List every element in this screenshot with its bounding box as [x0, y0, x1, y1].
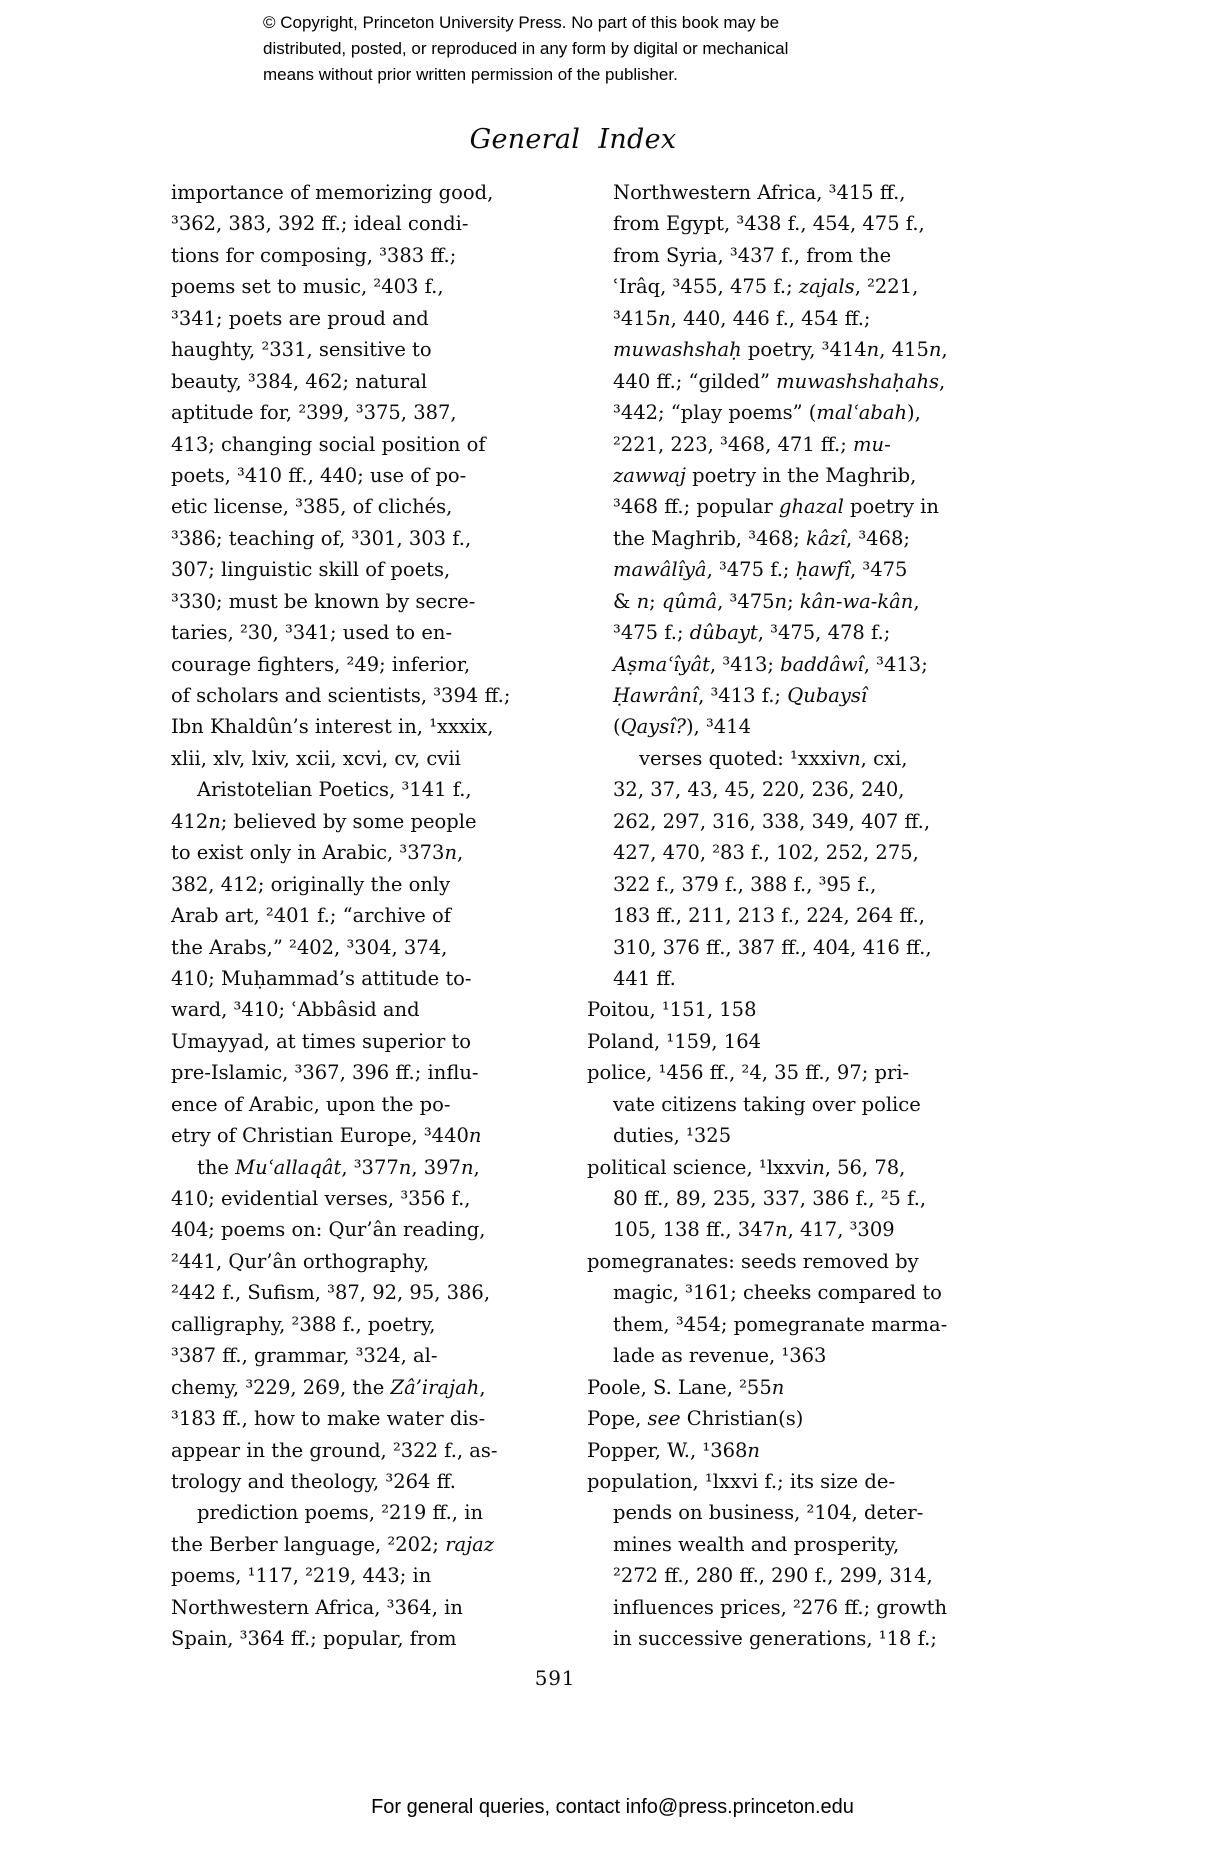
index-line: ²441, Qur’ân orthography,	[171, 1249, 430, 1273]
index-line: Poitou, ¹151, 158	[587, 998, 757, 1022]
index-line: ence of Arabic, upon the po-	[171, 1092, 451, 1116]
copyright-line: means without prior written permission of the publisher.	[263, 65, 678, 84]
index-line: duties, ¹325	[613, 1124, 732, 1148]
index-line: poems, ¹117, ²219, 443; in	[171, 1564, 432, 1588]
index-line: taries, ²30, ³341; used to en-	[171, 621, 453, 645]
index-line: Ḥawrânî, ³413 f.; Qubaysî	[613, 684, 868, 707]
index-line: pre-Islamic, ³367, 396 ff.; influ-	[171, 1061, 479, 1085]
index-column-right	[587, 177, 1007, 1655]
page-title: General Index	[469, 124, 677, 155]
index-line: vate citizens taking over police	[613, 1092, 921, 1116]
index-line: 262, 297, 316, 338, 349, 407 ff.,	[613, 809, 931, 833]
index-line: Spain, ³364 ff.; popular, from	[171, 1627, 457, 1651]
index-line: & n; qûmâ, ³475n; kân-wa-kân,	[613, 589, 920, 613]
index-line: 410; Muḥammad’s attitude to-	[171, 966, 472, 990]
index-line: (Qaysî?), ³414	[613, 715, 751, 739]
footer-contact-line: For general queries, contact info@press.princeton.edu	[371, 1796, 854, 1818]
index-line: 105, 138 ff., 347n, 417, ³309	[613, 1218, 895, 1242]
index-line: in successive generations, ¹18 f.;	[613, 1627, 937, 1651]
index-line: ³386; teaching of, ³301, 303 f.,	[171, 526, 472, 550]
copyright-line: © Copyright, Princeton University Press. No part of this book may be	[263, 13, 780, 32]
index-line: ³475 f.; dûbayt, ³475, 478 f.;	[613, 621, 891, 645]
index-line: mines wealth and prosperity,	[613, 1532, 900, 1556]
index-line: police, ¹456 ff., ²4, 35 ff., 97; pri-	[587, 1061, 910, 1085]
index-line: ²221, 223, ³468, 471 ff.; mu-	[613, 432, 891, 456]
index-line: 410; evidential verses, ³356 f.,	[171, 1187, 471, 1210]
index-line: Popper, W., ¹368n	[587, 1438, 760, 1462]
index-line: Aṣmaʿîyât, ³413; baddâwî, ³413;	[613, 652, 928, 676]
index-line: poets, ³410 ff., 440; use of po-	[171, 463, 467, 487]
index-line: Arab art, ²401 f.; “archive of	[171, 904, 451, 928]
index-line: 440 ff.; “gilded” muwashshaḥahs,	[613, 369, 946, 393]
index-line: from Egypt, ³438 f., 454, 475 f.,	[613, 212, 925, 236]
index-line: ³468 ff.; popular ghazal poetry in	[613, 495, 939, 519]
index-line: ³183 ff., how to make water dis-	[171, 1407, 486, 1431]
index-line: etic license, ³385, of clichés,	[171, 495, 453, 519]
copyright-notice	[263, 10, 863, 88]
index-line: Umayyad, at times superior to	[171, 1029, 472, 1053]
copyright-line: distributed, posted, or reproduced in any form by digital or mechanical	[263, 39, 789, 58]
index-line: the Muʿallaqât, ³377n, 397n,	[197, 1155, 480, 1179]
index-line: beauty, ³384, 462; natural	[171, 369, 428, 393]
index-line: Poole, S. Lane, ²55n	[587, 1375, 785, 1399]
index-line: pomegranates: seeds removed by	[587, 1249, 919, 1273]
index-line: prediction poems, ²219 ff., in	[197, 1501, 483, 1525]
index-line: 382, 412; originally the only	[171, 872, 451, 896]
index-line: Poland, ¹159, 164	[587, 1029, 762, 1053]
index-line: trology and theology, ³264 ff.	[171, 1469, 456, 1493]
page-number: 591	[534, 1666, 576, 1690]
index-line: the Berber language, ²202; rajaz	[171, 1532, 495, 1556]
index-line: muwashshaḥ poetry, ³414n, 415n,	[613, 338, 948, 362]
index-line: Ibn Khaldûn’s interest in, ¹xxxix,	[171, 715, 494, 739]
index-line: 441 ff.	[613, 966, 676, 990]
index-line: mawâlîyâ, ³475 f.; ḥawfî, ³475	[613, 558, 908, 582]
index-line: of scholars and scientists, ³394 ff.;	[171, 684, 511, 707]
index-line: political science, ¹lxxvin, 56, 78,	[587, 1155, 906, 1179]
index-line: population, ¹lxxvi f.; its size de-	[587, 1469, 896, 1493]
index-line: appear in the ground, ²322 f., as-	[171, 1438, 498, 1462]
index-line: lade as revenue, ¹363	[613, 1344, 827, 1368]
index-column-left	[171, 177, 591, 1655]
index-line: Northwestern Africa, ³364, in	[171, 1595, 463, 1619]
index-line: etry of Christian Europe, ³440n	[171, 1124, 482, 1148]
index-line: ³341; poets are proud and	[171, 306, 429, 330]
index-line: ³330; must be known by secre-	[171, 589, 476, 613]
index-line: 183 ff., 211, 213 f., 224, 264 ff.,	[613, 904, 925, 928]
index-line: zawwaj poetry in the Maghrib,	[613, 463, 917, 487]
index-line: 322 f., 379 f., 388 f., ³95 f.,	[613, 872, 877, 896]
index-line: ³387 ff., grammar, ³324, al-	[171, 1344, 438, 1368]
index-line: importance of memorizing good,	[171, 181, 494, 204]
index-line: courage fighters, ²49; inferior,	[171, 652, 471, 676]
index-line: 413; changing social position of	[171, 432, 486, 456]
index-line: ward, ³410; ʿAbbâsid and	[171, 998, 420, 1022]
index-line: xlii, xlv, lxiv, xcii, xcvi, cv, cvii	[171, 746, 461, 770]
index-line: ʿIrâq, ³455, 475 f.; zajals, ²221,	[613, 275, 919, 299]
index-line: poems set to music, ²403 f.,	[171, 275, 444, 299]
index-line: ³362, 383, 392 ff.; ideal condi-	[171, 212, 469, 236]
index-line: ²272 ff., 280 ff., 290 f., 299, 314,	[613, 1564, 933, 1588]
index-line: magic, ³161; cheeks compared to	[613, 1281, 942, 1305]
index-line: 307; linguistic skill of poets,	[171, 558, 451, 582]
index-line: pends on business, ²104, deter-	[613, 1501, 924, 1525]
index-line: the Arabs,” ²402, ³304, 374,	[171, 935, 448, 959]
index-line: aptitude for, ²399, ³375, 387,	[171, 401, 457, 425]
index-line: them, ³454; pomegranate marma-	[613, 1312, 948, 1336]
index-line: from Syria, ³437 f., from the	[613, 243, 892, 267]
index-line: tions for composing, ³383 ff.;	[171, 243, 457, 267]
index-line: Northwestern Africa, ³415 ff.,	[613, 181, 906, 204]
index-line: calligraphy, ²388 f., poetry,	[171, 1312, 436, 1336]
index-line: 427, 470, ²83 f., 102, 252, 275,	[613, 841, 919, 865]
index-line: 404; poems on: Qur’ân reading,	[171, 1218, 486, 1242]
index-line: chemy, ³229, 269, the Zâ’irajah,	[171, 1375, 486, 1399]
index-line: verses quoted: ¹xxxivn, cxi,	[639, 746, 908, 770]
index-line: 310, 376 ff., 387 ff., 404, 416 ff.,	[613, 935, 932, 959]
index-line: ³442; “play poems” (malʿabah),	[613, 401, 921, 425]
index-line: to exist only in Arabic, ³373n,	[171, 841, 464, 865]
index-line: ²442 f., Sufism, ³87, 92, 95, 386,	[171, 1281, 491, 1305]
index-line: Pope, see Christian(s)	[587, 1407, 804, 1431]
index-line: Aristotelian Poetics, ³141 f.,	[197, 778, 472, 802]
index-line: haughty, ²331, sensitive to	[171, 338, 432, 362]
index-line: ³415n, 440, 446 f., 454 ff.;	[613, 306, 871, 330]
index-line: the Maghrib, ³468; kâzî, ³468;	[613, 526, 910, 550]
index-line: 412n; believed by some people	[171, 809, 477, 833]
index-line: 32, 37, 43, 45, 220, 236, 240,	[613, 778, 905, 802]
index-line: 80 ff., 89, 235, 337, 386 f., ²5 f.,	[613, 1187, 927, 1210]
index-line: influences prices, ²276 ff.; growth	[613, 1595, 948, 1619]
